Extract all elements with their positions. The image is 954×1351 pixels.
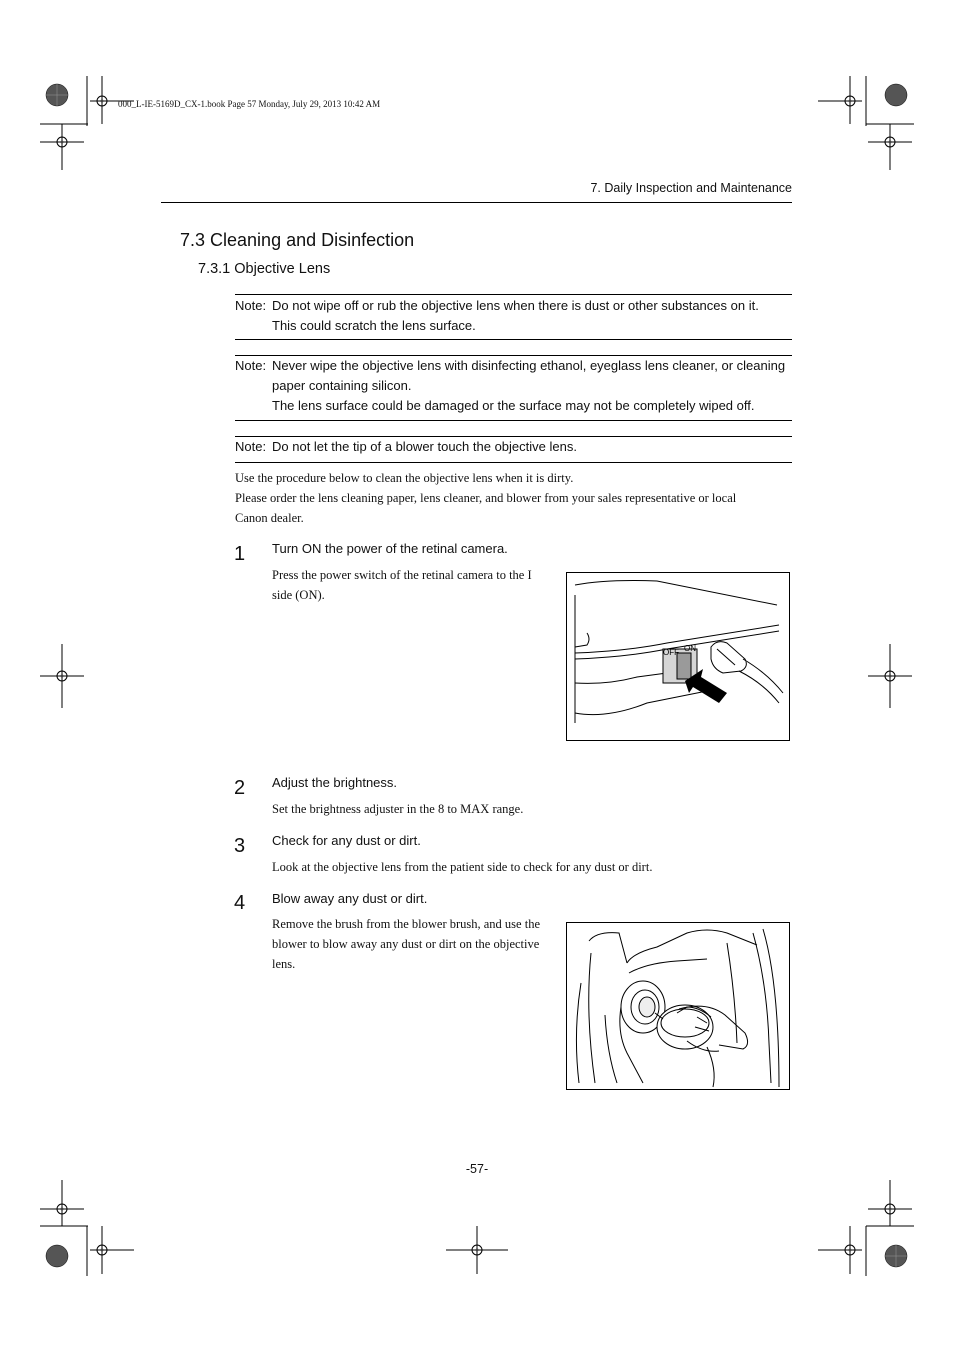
- step-body-line: side (ON).: [272, 588, 325, 602]
- note-line: Never wipe the objective lens with disinfecting ethanol, eyeglass lens cleaner, or cleaning: [272, 358, 786, 373]
- switch-off-label: OFF: [663, 648, 679, 657]
- note-line: This could scratch the lens surface.: [272, 318, 476, 333]
- step-body-line: Press the power switch of the retinal camera to the I: [272, 568, 532, 582]
- note-box: [235, 294, 792, 340]
- intro-line: Use the procedure below to clean the objective lens when it is dirty.: [235, 471, 574, 485]
- step-title: Turn ON the power of the retinal camera.: [272, 541, 508, 556]
- running-head: 7. Daily Inspection and Maintenance: [590, 181, 792, 195]
- intro-line: Canon dealer.: [235, 511, 304, 525]
- note-line: paper containing silicon.: [272, 378, 412, 393]
- step-title: Check for any dust or dirt.: [272, 833, 421, 848]
- note-box: [235, 436, 792, 463]
- power-switch-figure: [566, 572, 790, 741]
- note-label: Note:: [235, 439, 267, 454]
- step-body: [272, 565, 548, 605]
- step-body-line: Remove the brush from the blower brush, and use the: [272, 917, 540, 931]
- step-body-line: Look at the objective lens from the patient side to check for any dust or dirt.: [272, 860, 653, 874]
- step-number: 4: [234, 892, 246, 914]
- intro-line: Please order the lens cleaning paper, lens cleaner, and blower from your sales representative or local: [235, 491, 737, 505]
- step-body: [272, 799, 772, 819]
- step-body: [272, 914, 558, 974]
- page-number: -57-: [465, 1162, 489, 1176]
- note-line: Do not let the tip of a blower touch the objective lens.: [272, 439, 577, 454]
- header-rule: [161, 202, 792, 203]
- blower-figure: [566, 922, 790, 1090]
- step-number: 1: [234, 543, 246, 565]
- note-line: Do not wipe off or rub the objective lens when there is dust or other substances on it.: [272, 298, 759, 313]
- note-box: [235, 355, 792, 421]
- switch-on-label: ON: [684, 644, 696, 653]
- section-title: 7.3 Cleaning and Disinfection: [180, 230, 415, 250]
- subsection-title: 7.3.1 Objective Lens: [198, 261, 331, 277]
- step-title: Adjust the brightness.: [272, 775, 398, 790]
- step-title: Blow away any dust or dirt.: [272, 891, 428, 906]
- book-file-line: 000_L-IE-5169D_CX-1.book Page 57 Monday, July 29, 2013 10:42 AM: [118, 99, 381, 109]
- step-body-line: blower to blow away any dust or dirt on the objective: [272, 937, 540, 951]
- power-switch-illustration: [567, 573, 789, 740]
- blower-illustration: [567, 923, 789, 1089]
- note-label: Note:: [235, 298, 267, 313]
- note-line: The lens surface could be damaged or the surface may not be completely wiped off.: [272, 398, 755, 413]
- step-body-line: lens.: [272, 957, 296, 971]
- step-number: 2: [234, 777, 246, 799]
- step-body-line: Set the brightness adjuster in the 8 to MAX range.: [272, 802, 524, 816]
- note-label: Note:: [235, 358, 267, 373]
- intro-paragraph: [235, 468, 792, 528]
- step-body: [272, 857, 772, 877]
- step-number: 3: [234, 835, 246, 857]
